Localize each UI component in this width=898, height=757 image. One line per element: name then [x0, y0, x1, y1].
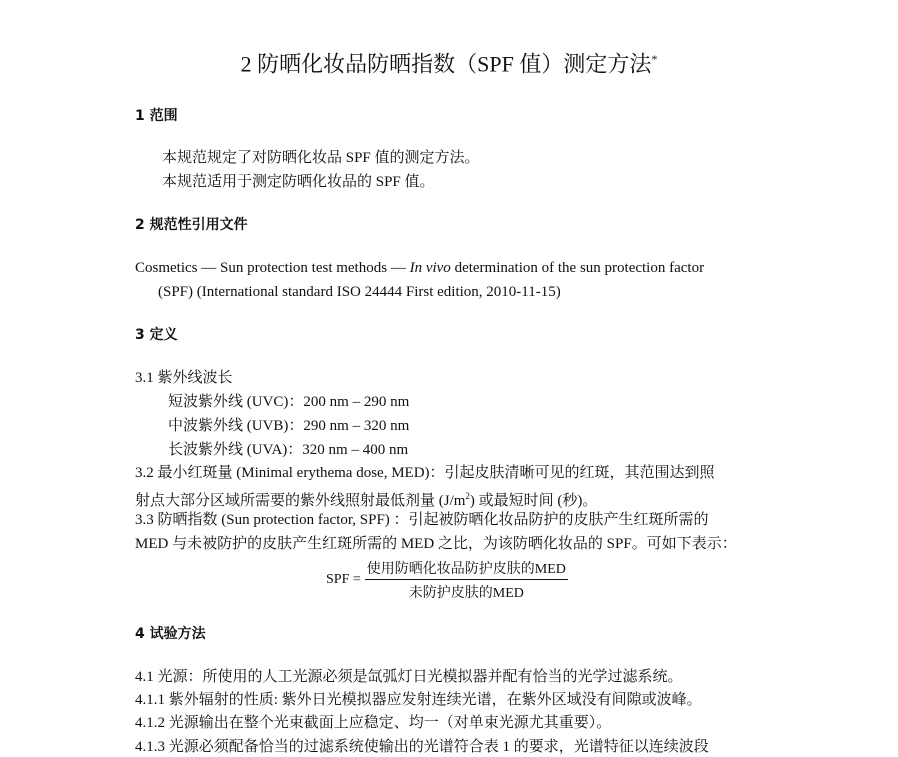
definition-3-2: 3.2 最小红斑量 (Minimal erythema dose, MED)：引起皮肤清晰可见的红斑，其范围达到照 — [135, 465, 715, 481]
definition-3-2-cont — [135, 486, 597, 511]
ref-text: Cosmetics — Sun protection test methods — — [135, 260, 410, 276]
definition-3-1: 3.1 紫外线波长 — [135, 370, 233, 386]
paragraph-4-1-2: 4.1.2 光源输出在整个光束截面上应稳定、均一（对单束光源尤其重要）。 — [135, 715, 612, 731]
text: 射点大部分区域所需要的紫外线照射最低剂量 (J/m — [135, 493, 466, 509]
ref-text: determination of the sun protection factor — [450, 260, 705, 276]
section-2-heading: 2 规范性引用文件 — [135, 217, 248, 233]
section-3-heading: 3 定义 — [135, 327, 178, 343]
paragraph: 本规范适用于测定防晒化妆品的 SPF 值。 — [162, 174, 435, 190]
formula-lhs: SPF = — [326, 572, 361, 587]
definition-3-3-cont: MED 与未被防护的皮肤产生红斑所需的 MED 之比，为该防晒化妆品的 SPF。可如下表示： — [135, 536, 737, 552]
text: ) 或最短时间 (秒)。 — [469, 493, 598, 509]
uva-range: 长波紫外线 (UVA)：320 nm – 400 nm — [168, 442, 409, 458]
reference-line-2: (SPF) (International standard ISO 24444 First edition, 2010-11-15) — [158, 284, 561, 300]
uvc-range: 短波紫外线 (UVC)：200 nm – 290 nm — [168, 394, 410, 410]
paragraph-4-1-1: 4.1.1 紫外辐射的性质: 紫外日光模拟器应发射连续光谱，在紫外区域没有间隙或波峰。 — [135, 692, 702, 708]
fraction — [365, 558, 568, 602]
section-1-heading: 1 范围 — [135, 108, 178, 124]
footnote-mark: * — [651, 52, 658, 66]
superscript: 2 — [465, 491, 470, 501]
paragraph-4-1-3: 4.1.3 光源必须配备恰当的过滤系统使输出的光谱符合表 1 的要求，光谱特征以连续波段 — [135, 739, 709, 755]
uvb-range: 中波紫外线 (UVB)：290 nm – 320 nm — [168, 418, 410, 434]
spf-formula — [326, 558, 568, 602]
ref-italic: In vivo — [409, 260, 451, 276]
paragraph-4-1: 4.1 光源：所使用的人工光源必须是氙弧灯日光模拟器并配有恰当的光学过滤系统。 — [135, 669, 683, 685]
title-text: 2 防晒化妆品防晒指数（SPF 值）测定方法 — [240, 51, 652, 77]
denominator: 未防护皮肤的MED — [408, 586, 524, 601]
definition-3-3: 3.3 防晒指数 (Sun protection factor, SPF) ：引起被防晒化妆品防护的皮肤产生红斑所需的 — [135, 512, 709, 528]
paragraph: 本规范规定了对防晒化妆品 SPF 值的测定方法。 — [162, 150, 480, 166]
reference-line-1 — [135, 258, 704, 278]
page-title — [0, 44, 898, 79]
numerator: 使用防晒化妆品防护皮肤的MED — [365, 558, 568, 580]
section-4-heading: 4 试验方法 — [135, 626, 206, 642]
